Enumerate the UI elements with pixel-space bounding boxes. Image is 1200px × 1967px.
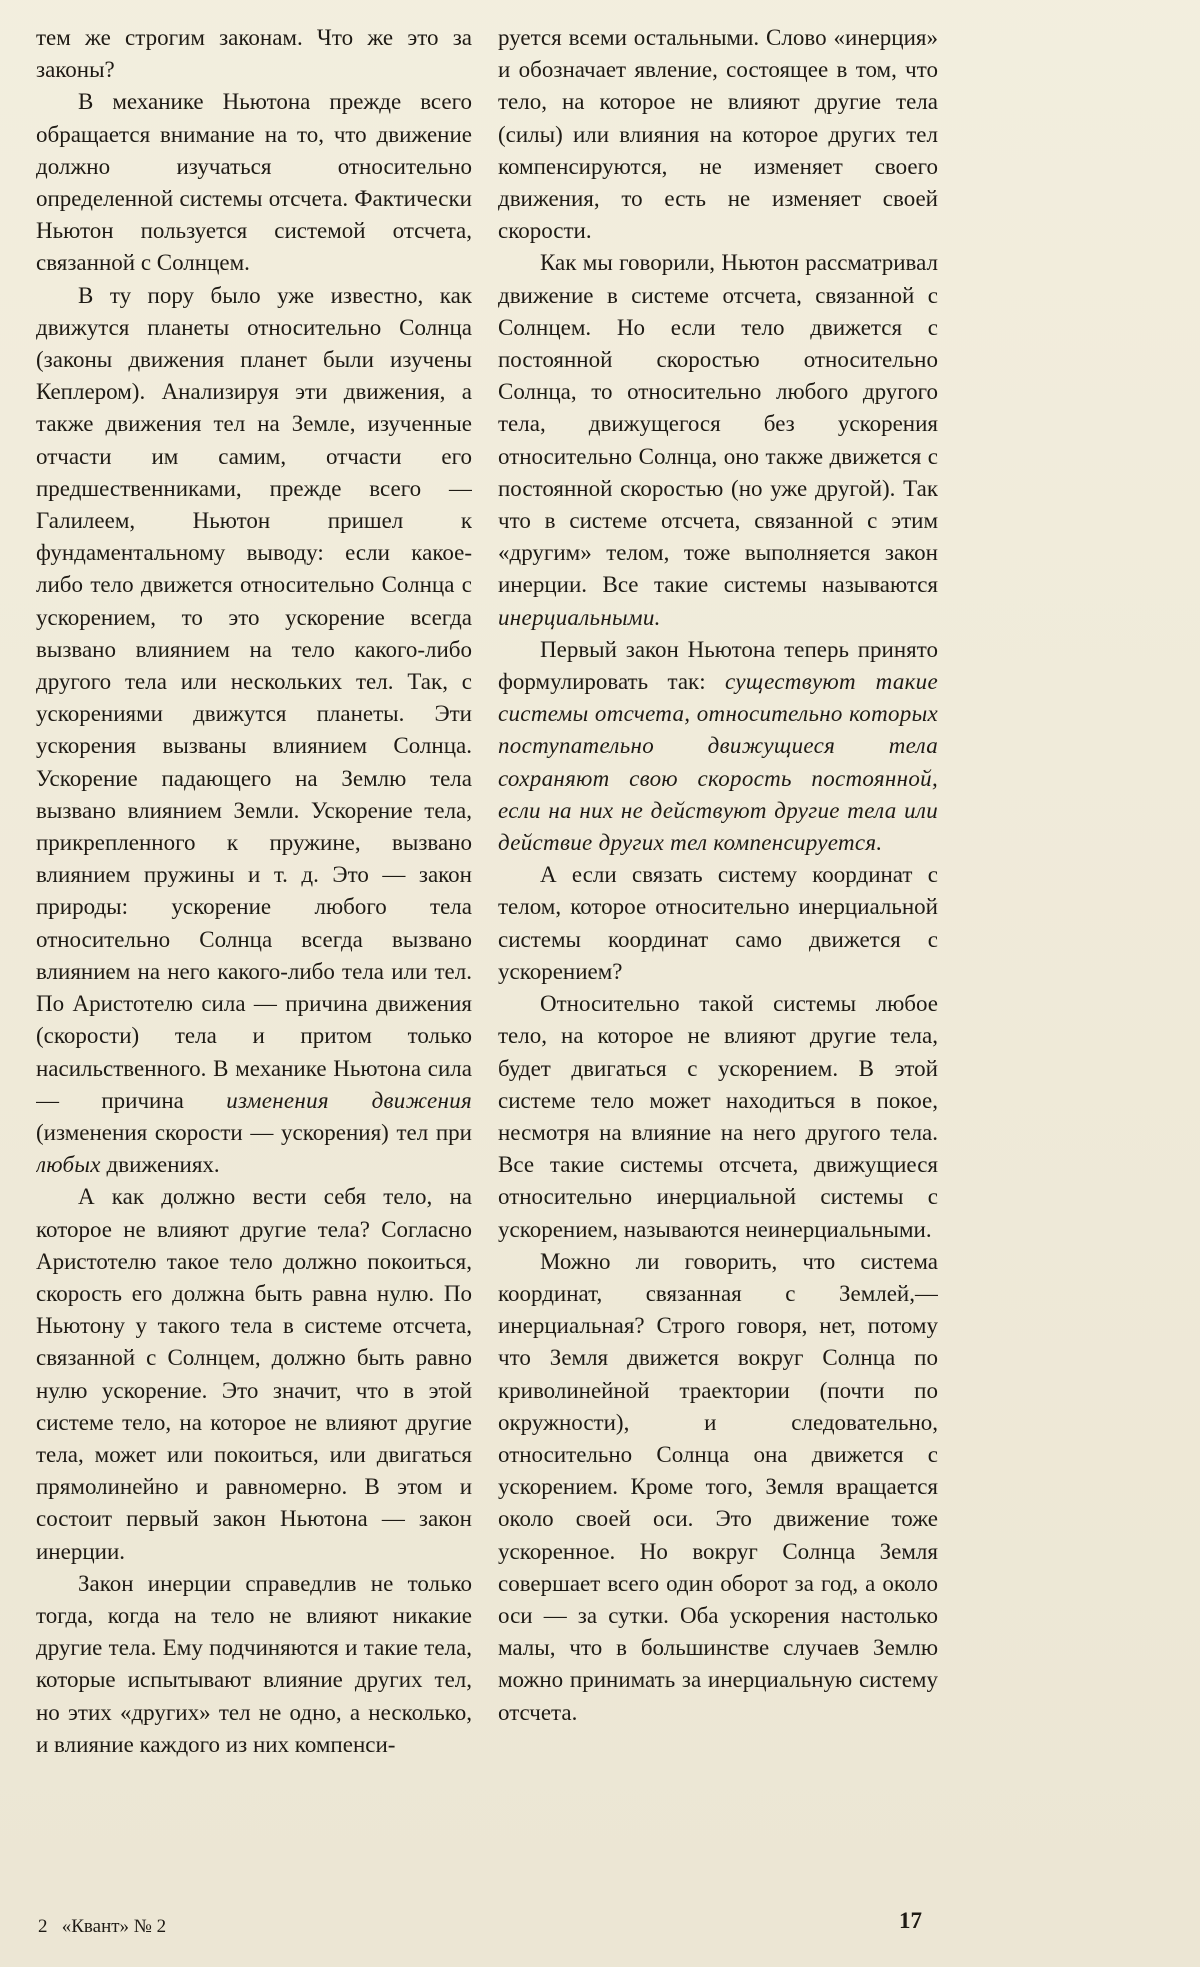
text-segment: тем же строгим законам. Что же это за законы? — [36, 25, 472, 83]
text-segment: Как мы говорили, Ньютон рассматривал движение в системе отсчета, связанной с Солнцем. Но если тело движется с постоянной скоростью относительно Солнца, то относительно любого другого тела, движущегося без ускорения относительно Солнца, оно также движется с постоянной скоростью (но уже другой). Так что в системе отсчета, связанной с этим «другим» телом, тоже выполняется закон инерции. Все такие системы называются — [498, 250, 938, 598]
paragraph — [498, 988, 938, 1246]
italic-text-segment: изменения движения — [226, 1087, 472, 1113]
footer-imprint: 2 «Квант» № 2 — [38, 1916, 167, 1937]
text-segment: руется всеми остальными. Слово «инерция» и обозначает явление, состоящее в том, что тело, на которое не влияют другие тела (силы) или влияния на которое других тел компенсируются, не изменяет своего движения, то есть не изменяет своей скорости. — [498, 25, 938, 244]
paragraph — [36, 22, 472, 86]
paragraph — [36, 280, 472, 1182]
text-segment: А если связать систему координат с телом, которое относительно инерциальной системы координат само движется с ускорением? — [498, 862, 938, 984]
paragraph — [498, 859, 938, 988]
page-number: 17 — [899, 1908, 922, 1933]
text-segment: В ту пору было уже известно, как движутся планеты относительно Солнца (законы движения планет были изучены Кеплером). Анализируя эти движения, а также движения тел на Земле, изученные отчасти им самим, отчасти его предшественниками, прежде всего — Галилеем, Ньютон пришел к фундаментальному выводу: если какое-либо тело движется относительно Солнца с ускорением, то это ускорение всегда вызвано влиянием на тело какого-либо другого тела или нескольких тел. Так, с ускорениями движутся планеты. Эти ускорения вызваны влиянием Солнца. Ускорение падающего на Землю тела вызвано влиянием Земли. Ускорение тела, прикрепленного к пружине, вызвано влиянием пружины и т. д. Это — закон природы: ускорение любого тела относительно Солнца всегда вызвано влиянием на него какого-либо тела или тел. По Аристотелю сила — причина движения (скорости) тела и притом только насильственного. В механике Ньютона сила — причина — [36, 282, 472, 1113]
text-column-left — [36, 22, 472, 1906]
text-column-right — [498, 22, 938, 1906]
text-segment: Закон инерции справедлив не только тогда, когда на тело не влияют никакие другие тела. Ему подчиняются и такие тела, которые испытывают влияние других тел, но этих «других» тел не одно, а несколько, и влияние каждого из них компенси- — [36, 1570, 472, 1757]
paragraph — [36, 86, 472, 279]
text-segment: А как должно вести себя тело, на которое не влияют другие тела? Согласно Аристотелю такое тело должно покоиться, скорость его должна быть равна нулю. По Ньютону у такого тела в системе отсчета, связанной с Солнцем, должно быть равно нулю ускорение. Это значит, что в этой системе тело, на которое не влияют другие тела, может или покоиться, или двигаться прямолинейно и равномерно. В этом и состоит первый закон Ньютона — закон инерции. — [36, 1184, 472, 1564]
paragraph — [36, 1568, 472, 1761]
paragraph — [498, 634, 938, 859]
paragraph — [498, 1246, 938, 1729]
text-segment: В механике Ньютона прежде всего обращается внимание на то, что движение должно изучаться относительно определенной системы отсчета. Фактически Ньютон пользуется системой отсчета, связанной с Солнцем. — [36, 89, 472, 276]
text-segment: Можно ли говорить, что система координат, связанная с Землей,— инерциальная? Строго говоря, нет, потому что Земля движется вокруг Солнца по криволинейной траектории (почти по окружности), и следовательно, относительно Солнца она движется с ускорением. Кроме того, Земля вращается около своей оси. Это движение тоже ускоренное. Но вокруг Солнца Земля совершает всего один оборот за год, а около оси — за сутки. Оба ускорения настолько малы, что в большинстве случаев Землю можно принимать за инерциальную систему отсчета. — [498, 1248, 938, 1725]
text-segment: (изменения скорости — ускорения) тел при — [36, 1119, 472, 1145]
italic-text-segment: инерциальными. — [498, 604, 661, 630]
italic-text-segment: существуют такие системы отсчета, относительно которых поступательно движущиеся тела сохраняют свою скорость постоянной, если на них не действуют другие тела или действие других тел компенсируется. — [498, 669, 938, 856]
paragraph — [36, 1181, 472, 1567]
text-segment: Относительно такой системы любое тело, на которое не влияют другие тела, будет двигаться с ускорением. В этой системе тело может находиться в покое, несмотря на влияние на него другого тела. Все такие системы отсчета, движущиеся относительно инерциальной системы с ускорением, называются неинерциальными. — [498, 991, 938, 1242]
paragraph — [498, 247, 938, 633]
paragraph — [498, 22, 938, 247]
text-segment: Первый закон Ньютона теперь принято формулировать так: — [498, 636, 938, 695]
italic-text-segment: любых — [36, 1152, 101, 1178]
text-segment: движениях. — [100, 1152, 220, 1178]
